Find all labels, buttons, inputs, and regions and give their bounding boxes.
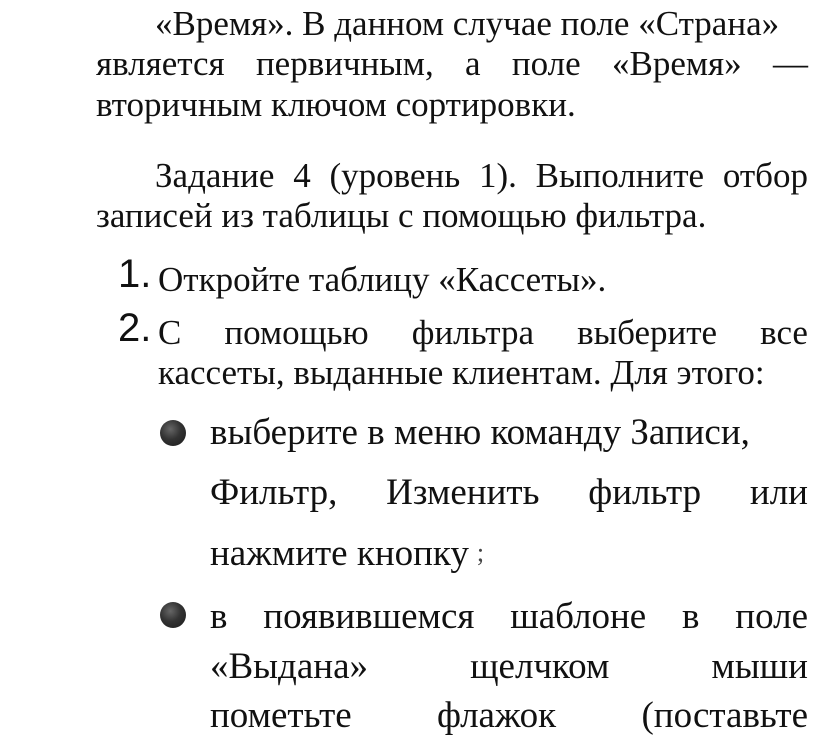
word: поле <box>735 596 808 637</box>
word: Выполните <box>535 156 705 195</box>
bullet-dot-icon <box>160 602 186 628</box>
word: Изменить <box>386 472 540 513</box>
word: С <box>158 313 182 352</box>
word: 1). <box>478 156 517 195</box>
word: шаблоне <box>510 596 647 637</box>
word: флажок <box>437 695 557 736</box>
word: Задание <box>155 156 275 195</box>
word: «Время» <box>611 44 742 83</box>
word: пометьте <box>210 695 352 736</box>
word: выберите <box>577 313 718 352</box>
bullet2-line3 <box>210 695 808 737</box>
paragraph1-line3: вторичным ключом сортировки. <box>96 85 576 124</box>
word: появившемся <box>263 596 475 637</box>
list-item-2-line2: кассеты, выданные клиентам. Для этого: <box>158 353 765 392</box>
word: а <box>465 44 481 83</box>
word: поле <box>511 44 581 83</box>
list-number-1: 1. <box>118 252 152 296</box>
word: первичным, <box>255 44 434 83</box>
bullet2-line1 <box>210 596 808 638</box>
bullet1-line1: выберите в меню команду Записи, <box>210 412 750 453</box>
word: отбор <box>722 156 808 195</box>
bullet2-line2 <box>210 646 808 688</box>
word: или <box>749 472 808 513</box>
list-number-2: 2. <box>118 306 152 350</box>
filter-button-icon: ; <box>476 538 485 567</box>
word: в <box>682 596 700 637</box>
bullet1-line3-text: нажмите кнопку <box>210 533 469 574</box>
word: (поставьте <box>641 695 808 736</box>
bullet-dot-icon <box>160 420 186 446</box>
word: мыши <box>711 646 808 687</box>
word: фильтр <box>588 472 702 513</box>
list-item-1-text: Откройте таблицу «Кассеты». <box>158 260 607 299</box>
paragraph2-line1 <box>155 156 808 196</box>
bullet1-line2 <box>210 472 808 514</box>
word: 4 <box>293 156 311 195</box>
paragraph1-line1: «Время». В данном случае поле «Страна» <box>155 4 780 43</box>
word: является <box>96 44 225 83</box>
word: в <box>210 596 228 637</box>
word: все <box>760 313 808 352</box>
word: (уровень <box>329 156 461 195</box>
word: «Выдана» <box>210 646 369 687</box>
word: — <box>772 44 808 83</box>
list-item-2-line1 <box>158 313 808 353</box>
paragraph1-line2 <box>96 44 808 84</box>
word: помощью <box>224 313 369 352</box>
word: Фильтр, <box>210 472 338 513</box>
bullet1-line3 <box>210 532 484 575</box>
word: фильтра <box>411 313 535 352</box>
paragraph2-line2: записей из таблицы с помощью фильтра. <box>96 196 707 235</box>
word: щелчком <box>470 646 610 687</box>
